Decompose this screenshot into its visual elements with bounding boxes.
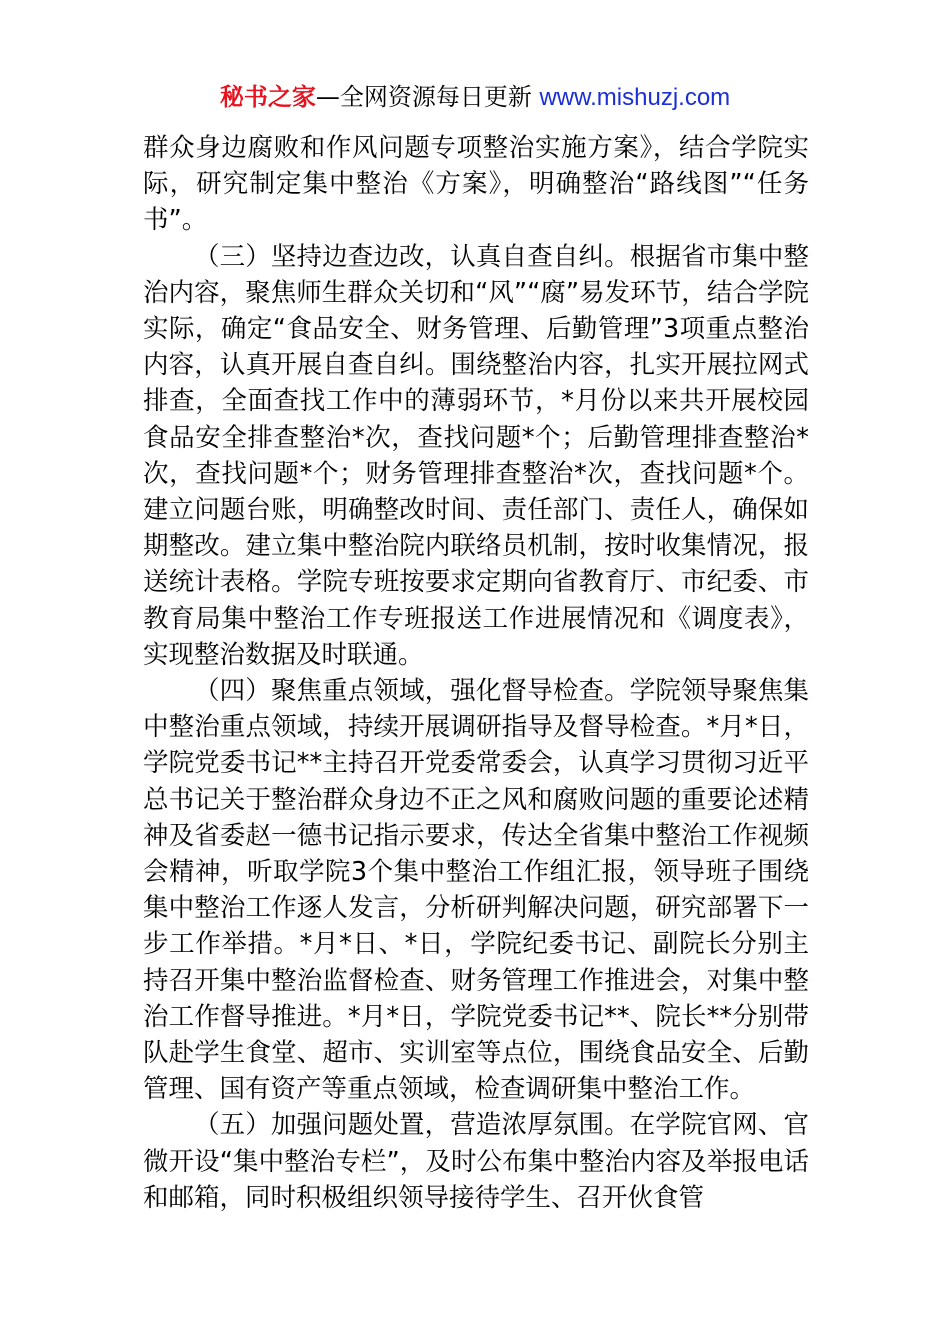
paragraph-section-3: （三）坚持边查边改，认真自查自纠。根据省市集中整治内容，聚焦师生群众关切和“风”“腐”易发环节，结合学院实际，确定“食品安全、财务管理、后勤管理”3项重点整治内容，认真开展自查自纠。围绕整治内容，扎实开展拉网式排查，全面查找工作中的薄弱环节，*月份以来共开展校园食品安全排查整治*次，查找问题*个；后勤管理排查整治*次，查找问题*个；财务管理排查整治*次，查找问题*个。建立问题台账，明确整改时间、责任部门、责任人，确保如期整改。建立集中整治院内联络员机制，按时收集情况，报送统计表格。学院专班按要求定期向省教育厅、市纪委、市教育局集中整治工作专班报送工作进展情况和《调度表》，实现整治数据及时联通。 bbox=[143, 241, 809, 670]
paragraph-continued: 群众身边腐败和作风问题专项整治实施方案》，结合学院实际，研究制定集中整治《方案》，明确整治“路线图”“任务书”。 bbox=[143, 133, 809, 236]
website-link[interactable]: www.mishuzj.com bbox=[539, 84, 731, 111]
paragraph-section-4: （四）聚焦重点领域，强化督导检查。学院领导聚焦集中整治重点领域，持续开展调研指导及督导检查。*月*日，学院党委书记**主持召开党委常委会，认真学习贯彻习近平总书记关于整治群众身边不正之风和腐败问题的重要论述精神及省委赵一德书记指示要求，传达全省集中整治工作视频会精神，听取学院3个集中整治工作组汇报，领导班子围绕集中整治工作逐人发言，分析研判解决问题，研究部署下一步工作举措。*月*日、*日，学院纪委书记、副院长分别主持召开集中整治监督检查、财务管理工作推进会，对集中整治工作督导推进。*月*日，学院党委书记**、院长**分别带队赴学生食堂、超市、实训室等点位，围绕食品安全、后勤管理、国有资产等重点领域，检查调研集中整治工作。 bbox=[143, 676, 809, 1105]
header-tagline: —全网资源每日更新 bbox=[315, 83, 532, 111]
document-body bbox=[143, 130, 809, 1216]
brand-name: 秘书之家 bbox=[219, 83, 316, 111]
paragraph-section-5: （五）加强问题处置，营造浓厚氛围。在学院官网、官微开设“集中整治专栏”，及时公布集中整治内容及举报电话和邮箱，同时积极组织领导接待学生、召开伙食管 bbox=[143, 1110, 809, 1213]
page-header bbox=[0, 80, 950, 115]
